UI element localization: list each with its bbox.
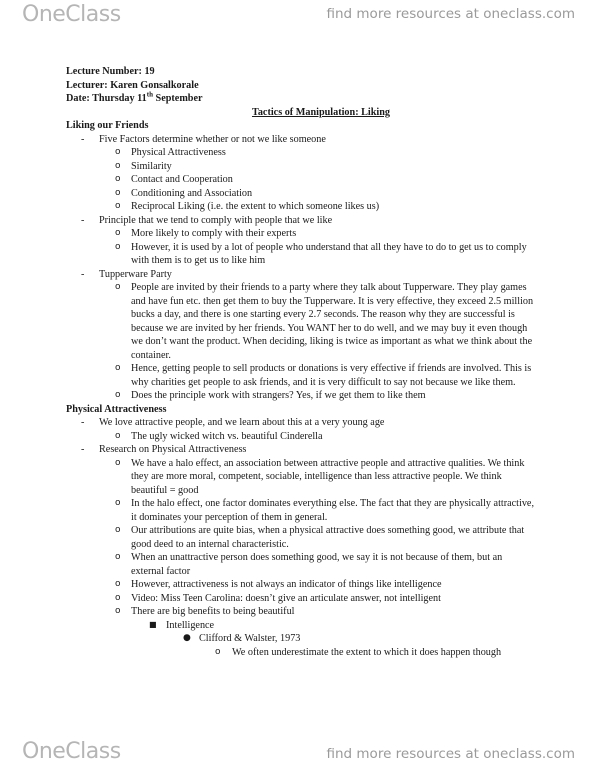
promo-link-footer[interactable]: find more resources at oneclass.com — [326, 746, 575, 762]
lecture-date: Date: Thursday 11th September — [66, 90, 203, 104]
list-item: o When an unattractive person does something good, we say it is not because of them, but an external factor — [115, 552, 503, 577]
list-item: o However, attractiveness is not always an indicator of things like intelligence — [115, 579, 442, 590]
lecture-number: Lecture Number: 19 — [66, 66, 155, 77]
section-heading-physical: Physical Attractiveness — [66, 403, 167, 415]
document-body — [66, 65, 536, 659]
oneclass-logo: OneClass — [22, 2, 121, 27]
lecturer: Lecturer: Karen Gonsalkorale — [66, 79, 199, 91]
list-item: o Our attributions are quite bias, when a physical attractive does something good, we attribute that good deed to an internal characteristic. — [115, 525, 525, 550]
list-item: - Research on Physical Attractiveness — [81, 444, 247, 455]
promo-link[interactable]: find more resources at oneclass.com — [326, 6, 575, 22]
list-item: o We often underestimate the extent to which it does happen though — [215, 646, 502, 658]
page-title: Tactics of Manipulation: Liking — [251, 106, 391, 118]
list-item: o Hence, getting people to sell products or donations is very effective if friends are involved. This is why charities get people to ask friends, and it is very difficult to say not because we like them. — [115, 363, 532, 388]
list-item: o Similarity — [115, 160, 172, 172]
list-item: o Contact and Cooperation — [115, 174, 233, 185]
list-item: o There are big benefits to being beautiful — [115, 606, 295, 617]
list-item: - Principle that we tend to comply with people that we like — [81, 214, 333, 226]
section-heading-liking: Liking our Friends — [66, 120, 149, 131]
list-item: ● Clifford & Walster, 1973 — [183, 633, 301, 644]
list-item: o Video: Miss Teen Carolina: doesn’t give an articulate answer, not intelligent — [115, 592, 441, 604]
list-item: - Tupperware Party — [81, 268, 172, 280]
list-item: o The ugly wicked witch vs. beautiful Cinderella — [115, 430, 323, 442]
list-item: o We have a halo effect, an association between attractive people and attractive qualities. We think they are more moral, competent, sociable, intelligence than less attractive people. We think beautiful = good — [115, 457, 525, 496]
list-item: ■ Intelligence — [149, 619, 215, 631]
list-item: o Physical Attractiveness — [115, 147, 226, 158]
list-item: o Conditioning and Association — [115, 187, 253, 199]
list-item: - We love attractive people, and we learn about this at a very young age — [81, 417, 385, 428]
list-item: o More likely to comply with their experts — [115, 228, 297, 239]
list-item: o In the halo effect, one factor dominates everything else. The fact that they are physically attractive, it dominates your perception of them in general. — [115, 498, 534, 523]
list-item: - Five Factors determine whether or not we like someone — [81, 133, 326, 145]
list-item: o Reciprocal Liking (i.e. the extent to which someone likes us) — [115, 201, 380, 212]
list-item: o However, it is used by a lot of people who understand that all they have to do to get us to comply with them is to get us to like him — [115, 241, 527, 266]
list-item: o Does the principle work with strangers? Yes, if we get them to like them — [115, 390, 426, 401]
oneclass-logo-footer: OneClass — [22, 739, 121, 764]
list-item: o People are invited by their friends to a party where they talk about Tupperware. They play games and have fun etc. then get them to buy the Tupperware. It is very effective, they exceed 2.5 million bucks a day, and there is one starting every 2.7 seconds. The reason why they are successful is because we are invited by her friends. You WANT her to do well, and we may buy it even though we don’t want the product. When deciding, liking is twice as important as what we think about the container. — [115, 282, 534, 361]
